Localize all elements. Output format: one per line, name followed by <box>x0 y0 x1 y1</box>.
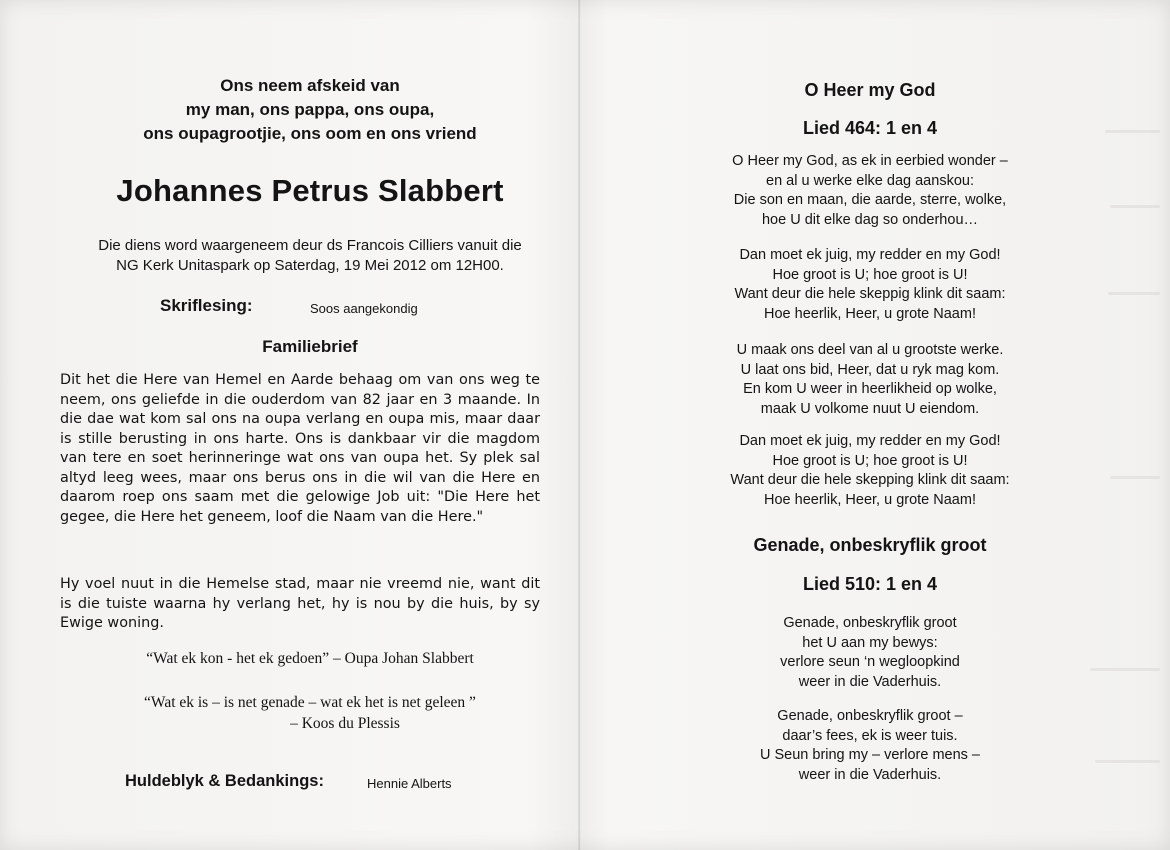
intro-line: my man, ons pappa, ons oupa, <box>185 100 435 119</box>
family-letter-paragraph-2: Hy voel nuut in die Hemelse stad, maar nie vreemd nie, want dit is die tuiste waarna hy verlang het, hy is nou by die huis, by sy Ewige woning. <box>60 576 540 631</box>
lyric-line: verlore seun ‘n wegloopkind <box>780 654 960 670</box>
lyric-line: het U aan my bewys: <box>802 634 938 651</box>
left-page <box>60 0 560 850</box>
lyric-line: weer in die Vaderhuis. <box>798 766 942 783</box>
lyric-line: Want deur die hele skepping klink dit saam: <box>730 472 1010 488</box>
lyric-line: Dan moet ek juig, my redder en my God! <box>739 433 1001 449</box>
quote-2 <box>90 692 530 734</box>
lyric-line: en al u werke elke dag aanskou: <box>766 172 974 189</box>
lyric-line: Hoe heerlik, Heer, u grote Naam! <box>764 491 976 508</box>
family-letter-paragraph-1: Dit het die Here van Hemel en Aarde behaag om van ons weg te neem, ons geliefde in die ouderdom van 82 jaar en 3 maande. In die dae wat kom sal ons na oupa verlang en oupa mis, maar daar is stille berusting in ons harte. Ons is dankbaar vir die magdom van tere en soet herinneringe wat ons van oupa het. Sy plek sal altyd leeg wees, maar ons berus ons in die wil van die Here en daarom roep ons saam met die gelowige Job uit: "Die Here het gegee, die Here het geneem, loof die Naam van die Here." <box>60 372 540 525</box>
lyric-line: daar’s fees, ek is weer tuis. <box>782 727 958 744</box>
lyric-line: U maak ons deel van al u grootste werke. <box>736 342 1004 358</box>
service-line: NG Kerk Unitaspark op Saterdag, 19 Mei 2012 om 12H00. <box>116 257 504 274</box>
lyric-line: Genade, onbeskryflik groot <box>783 615 957 631</box>
familiebrief-title: Familiebrief <box>262 337 358 356</box>
lyric-line: Hoe heerlik, Heer, u grote Naam! <box>764 305 976 322</box>
lyric-line: U Seun bring my – verlore mens – <box>759 747 980 763</box>
intro-line: Ons neem afskeid van <box>220 76 400 95</box>
right-page <box>600 0 1140 850</box>
lyric-line: Hoe groot is U; hoe groot is U! <box>772 452 968 469</box>
lyric-line: En kom U weer in heerlikheid op wolke, <box>743 381 997 397</box>
song-2-title: Genade, onbeskryflik groot <box>753 535 987 555</box>
song-1-stanza <box>600 432 1140 510</box>
huldeblyk-value: Hennie Alberts <box>367 776 452 791</box>
service-details <box>60 236 560 276</box>
song-1-stanza <box>600 152 1140 230</box>
deceased-name: Johannes Petrus Slabbert <box>116 173 504 208</box>
page-fold <box>578 0 581 850</box>
lyric-line: hoe U dit elke dag so onderhou… <box>761 211 979 228</box>
intro-text <box>60 74 560 146</box>
huldeblyk-label: Huldeblyk & Bedankings: <box>125 772 324 790</box>
song-1-lied: Lied 464: 1 en 4 <box>802 118 938 138</box>
intro-line: ons oupagrootjie, ons oom en ons vriend <box>143 124 477 143</box>
song-1-stanza <box>600 341 1140 419</box>
skriflesing-value: Soos aangekondig <box>310 301 418 316</box>
lyric-line: Genade, onbeskryflik groot – <box>777 708 963 724</box>
lyric-line: Die son en maan, die aarde, sterre, wolke, <box>733 192 1007 208</box>
song-1-stanza <box>600 246 1140 324</box>
quote-1: “Wat ek kon - het ek gedoen” – Oupa Johan Slabbert <box>146 650 474 667</box>
song-1-title: O Heer my God <box>804 80 936 100</box>
lyric-line: maak U volkome nuut U eiendom. <box>760 400 980 417</box>
lyric-line: weer in die Vaderhuis. <box>798 673 942 690</box>
quote-2-author: – Koos du Plessis <box>290 715 400 732</box>
lyric-line: Want deur die hele skeppig klink dit saam: <box>734 286 1006 302</box>
song-2-stanza <box>600 707 1140 785</box>
service-line: Die diens word waargeneem deur ds Francois Cilliers vanuit die <box>98 237 522 254</box>
lyric-line: Hoe groot is U; hoe groot is U! <box>772 266 968 283</box>
lyric-line: U laat ons bid, Heer, dat u ryk mag kom. <box>740 361 1000 378</box>
skriflesing-label: Skriflesing: <box>160 296 253 315</box>
song-2-lied: Lied 510: 1 en 4 <box>802 574 938 594</box>
lyric-line: O Heer my God, as ek in eerbied wonder – <box>732 153 1008 169</box>
lyric-line: Dan moet ek juig, my redder en my God! <box>739 247 1001 263</box>
song-2-stanza <box>600 614 1140 692</box>
quote-2-text: “Wat ek is – is net genade – wat ek het is net geleen ” <box>144 694 476 711</box>
